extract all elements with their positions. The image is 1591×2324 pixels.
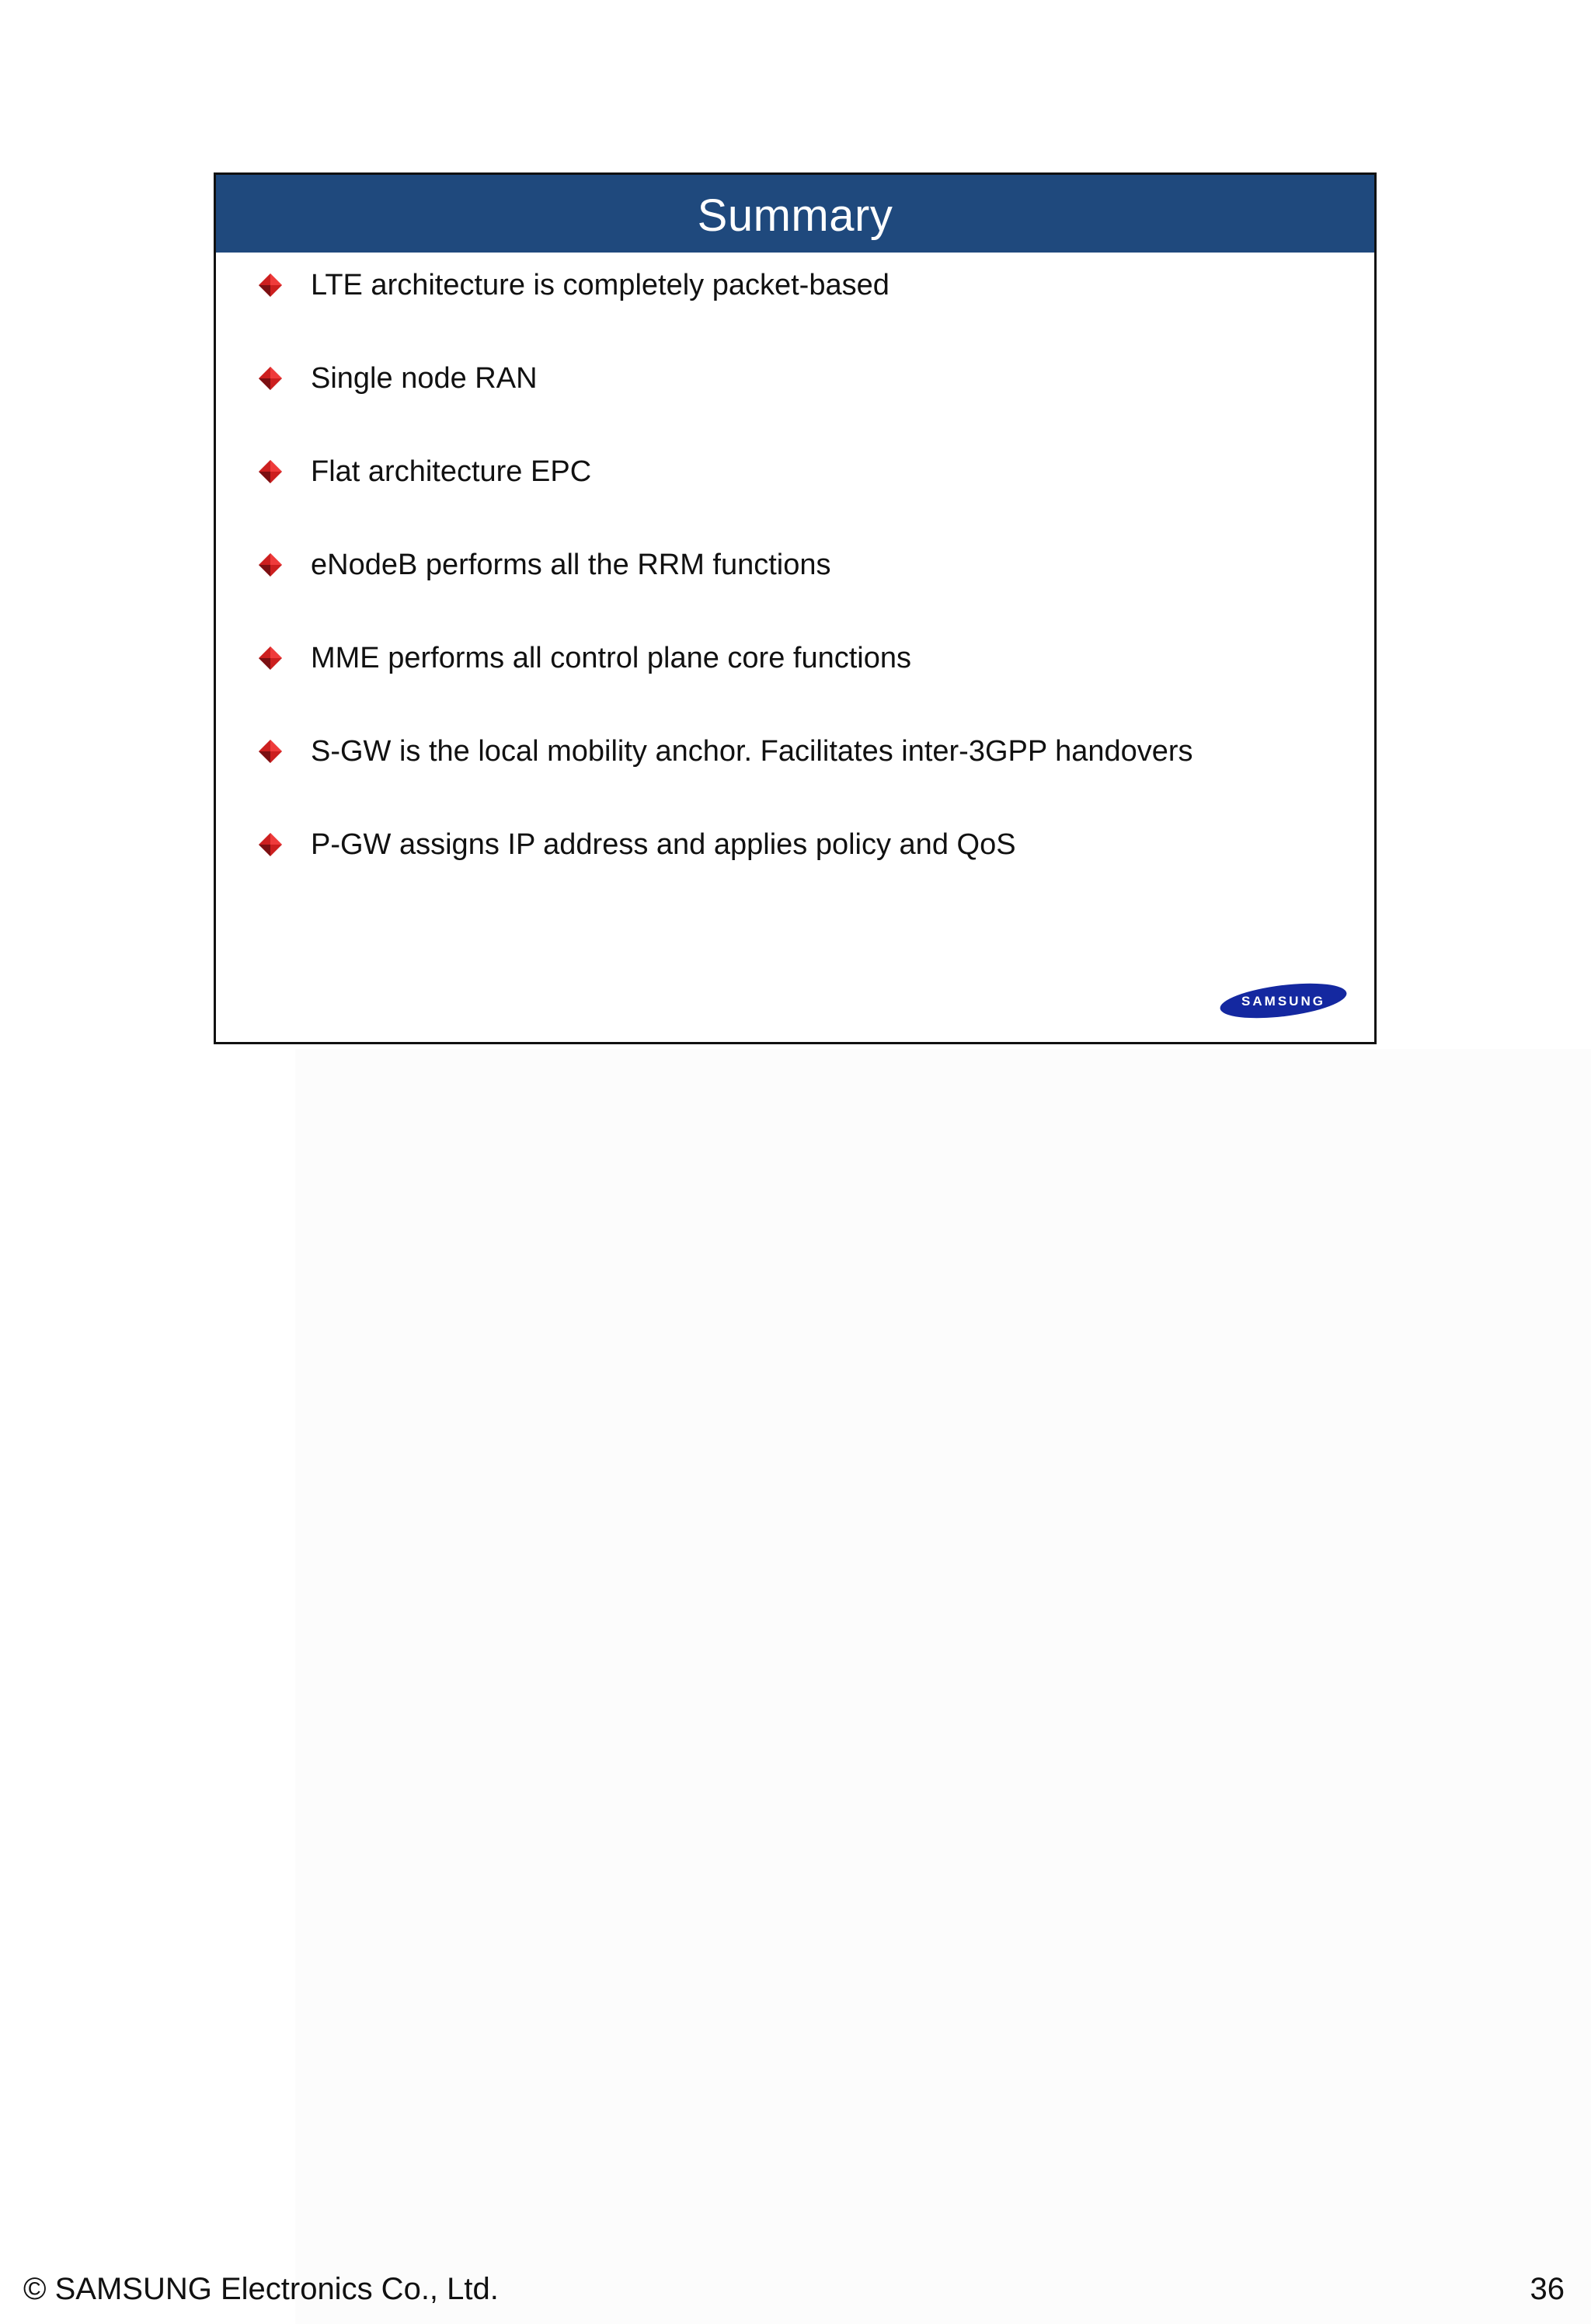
footer-copyright: © SAMSUNG Electronics Co., Ltd. <box>23 2272 499 2306</box>
bullet-item <box>256 643 1193 674</box>
bullet-text: Flat architecture EPC <box>311 455 592 488</box>
bullet-text: Single node RAN <box>311 361 538 395</box>
red-diamond-bullet-icon <box>256 831 284 859</box>
bullet-text: LTE architecture is completely packet-based <box>311 268 889 301</box>
bullet-item <box>256 270 1193 301</box>
bullet-list <box>256 270 1193 922</box>
bullet-item <box>256 549 1193 580</box>
bullet-item <box>256 363 1193 394</box>
slide-frame <box>214 172 1377 1044</box>
bullet-text: S-GW is the local mobility anchor. Facilitates inter-3GPP handovers <box>311 734 1193 768</box>
slide-header-bar <box>216 175 1374 253</box>
bullet-item <box>256 736 1193 767</box>
page-background-tint <box>295 1049 1591 2324</box>
samsung-logo <box>1219 981 1348 1020</box>
red-diamond-bullet-icon <box>256 551 284 579</box>
bullet-text: eNodeB performs all the RRM functions <box>311 548 831 581</box>
bullet-text: P-GW assigns IP address and applies policy and QoS <box>311 828 1016 861</box>
bullet-item <box>256 456 1193 487</box>
bullet-text: MME performs all control plane core functions <box>311 641 911 674</box>
red-diamond-bullet-icon <box>256 644 284 672</box>
page-number: 36 <box>1530 2272 1565 2306</box>
samsung-logo-text: SAMSUNG <box>1241 994 1325 1009</box>
slide-title: Summary <box>697 190 893 241</box>
red-diamond-bullet-icon <box>256 271 284 299</box>
red-diamond-bullet-icon <box>256 737 284 765</box>
red-diamond-bullet-icon <box>256 364 284 392</box>
red-diamond-bullet-icon <box>256 458 284 486</box>
bullet-item <box>256 829 1193 860</box>
